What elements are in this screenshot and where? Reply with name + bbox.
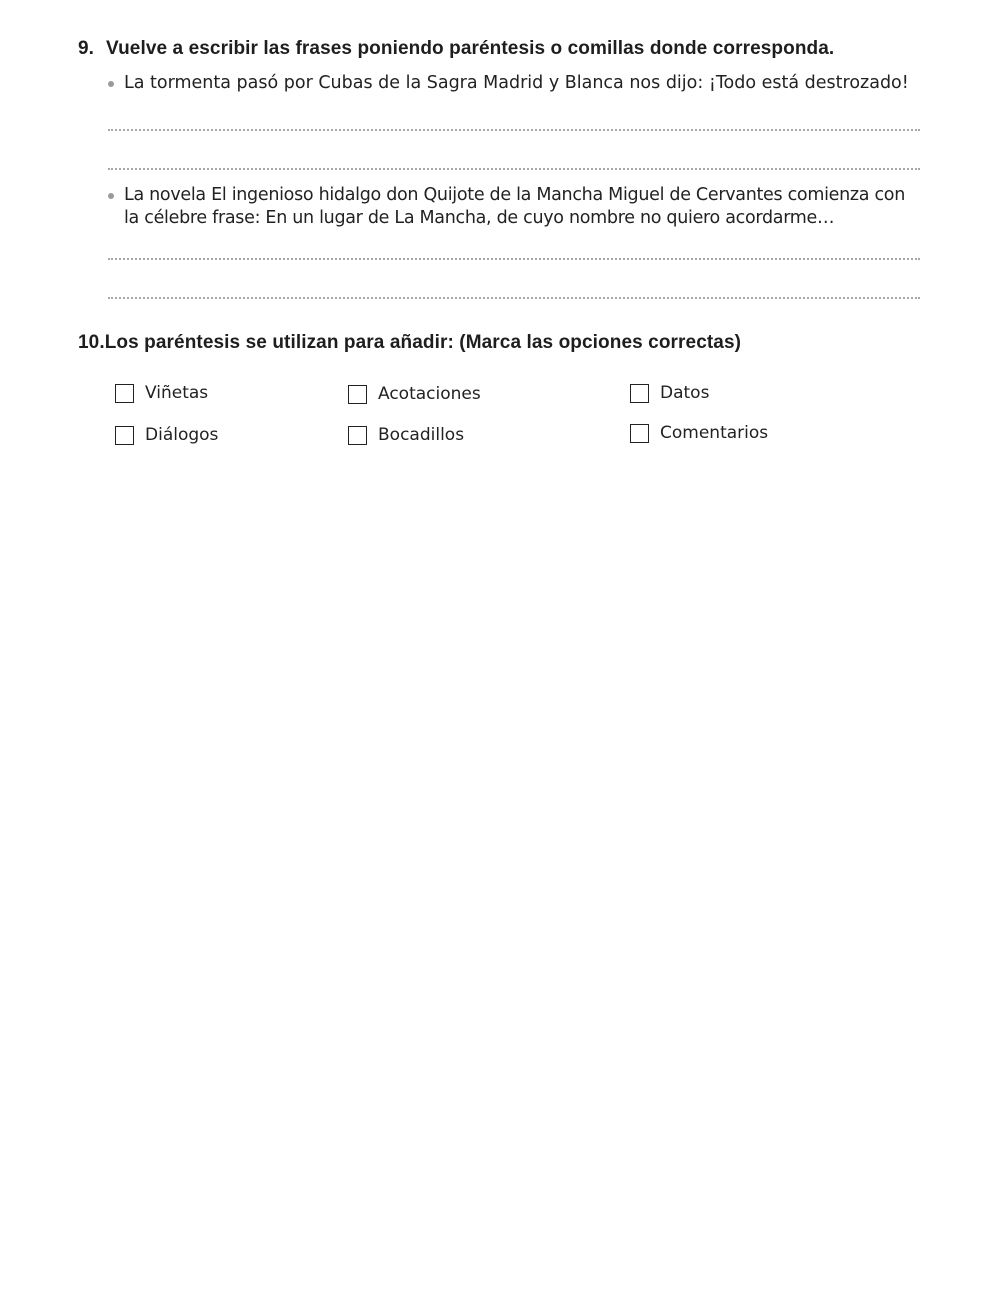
option-label: Diálogos — [145, 425, 219, 445]
sentence-1 — [108, 72, 918, 95]
option-label: Viñetas — [145, 383, 209, 403]
checkbox[interactable] — [115, 426, 134, 445]
option-label: Datos — [660, 383, 710, 403]
checkbox[interactable] — [630, 384, 649, 403]
option-bocadillos[interactable] — [348, 425, 464, 445]
sentence-2-text: La novela El ingenioso hidalgo don Quijote de la Mancha Miguel de Cervantes comienza con la célebre frase: En un lugar de La Mancha, de cuyo nombre no quiero acordarme… — [124, 185, 905, 228]
answer-line-4[interactable] — [108, 297, 920, 299]
question-9-number: 9. — [78, 38, 95, 59]
question-10-title — [78, 332, 741, 354]
option-comentarios[interactable] — [630, 423, 768, 443]
option-label: Acotaciones — [378, 384, 481, 404]
option-dialogos[interactable] — [115, 425, 218, 445]
sentence-2 — [108, 184, 918, 230]
question-9-title — [78, 38, 834, 60]
option-vinetas[interactable] — [115, 383, 208, 403]
checkbox[interactable] — [630, 424, 649, 443]
option-label: Bocadillos — [378, 425, 465, 445]
sentence-1-text: La tormenta pasó por Cubas de la Sagra Madrid y Blanca nos dijo: ¡Todo está destrozado! — [124, 73, 909, 93]
bullet-icon — [108, 81, 114, 87]
answer-line-1[interactable] — [108, 129, 920, 131]
answer-line-2[interactable] — [108, 168, 920, 170]
question-9-text: Vuelve a escribir las frases poniendo paréntesis o comillas donde corresponda. — [106, 38, 835, 59]
checkbox[interactable] — [348, 385, 367, 404]
bullet-icon — [108, 193, 114, 199]
option-datos[interactable] — [630, 383, 709, 403]
answer-line-3[interactable] — [108, 258, 920, 260]
checkbox[interactable] — [115, 384, 134, 403]
checkbox[interactable] — [348, 426, 367, 445]
option-acotaciones[interactable] — [348, 384, 481, 404]
question-10-text: Los paréntesis se utilizan para añadir: (Marca las opciones correctas) — [104, 332, 742, 353]
option-label: Comentarios — [660, 423, 769, 443]
question-10-number: 10. — [78, 332, 105, 353]
